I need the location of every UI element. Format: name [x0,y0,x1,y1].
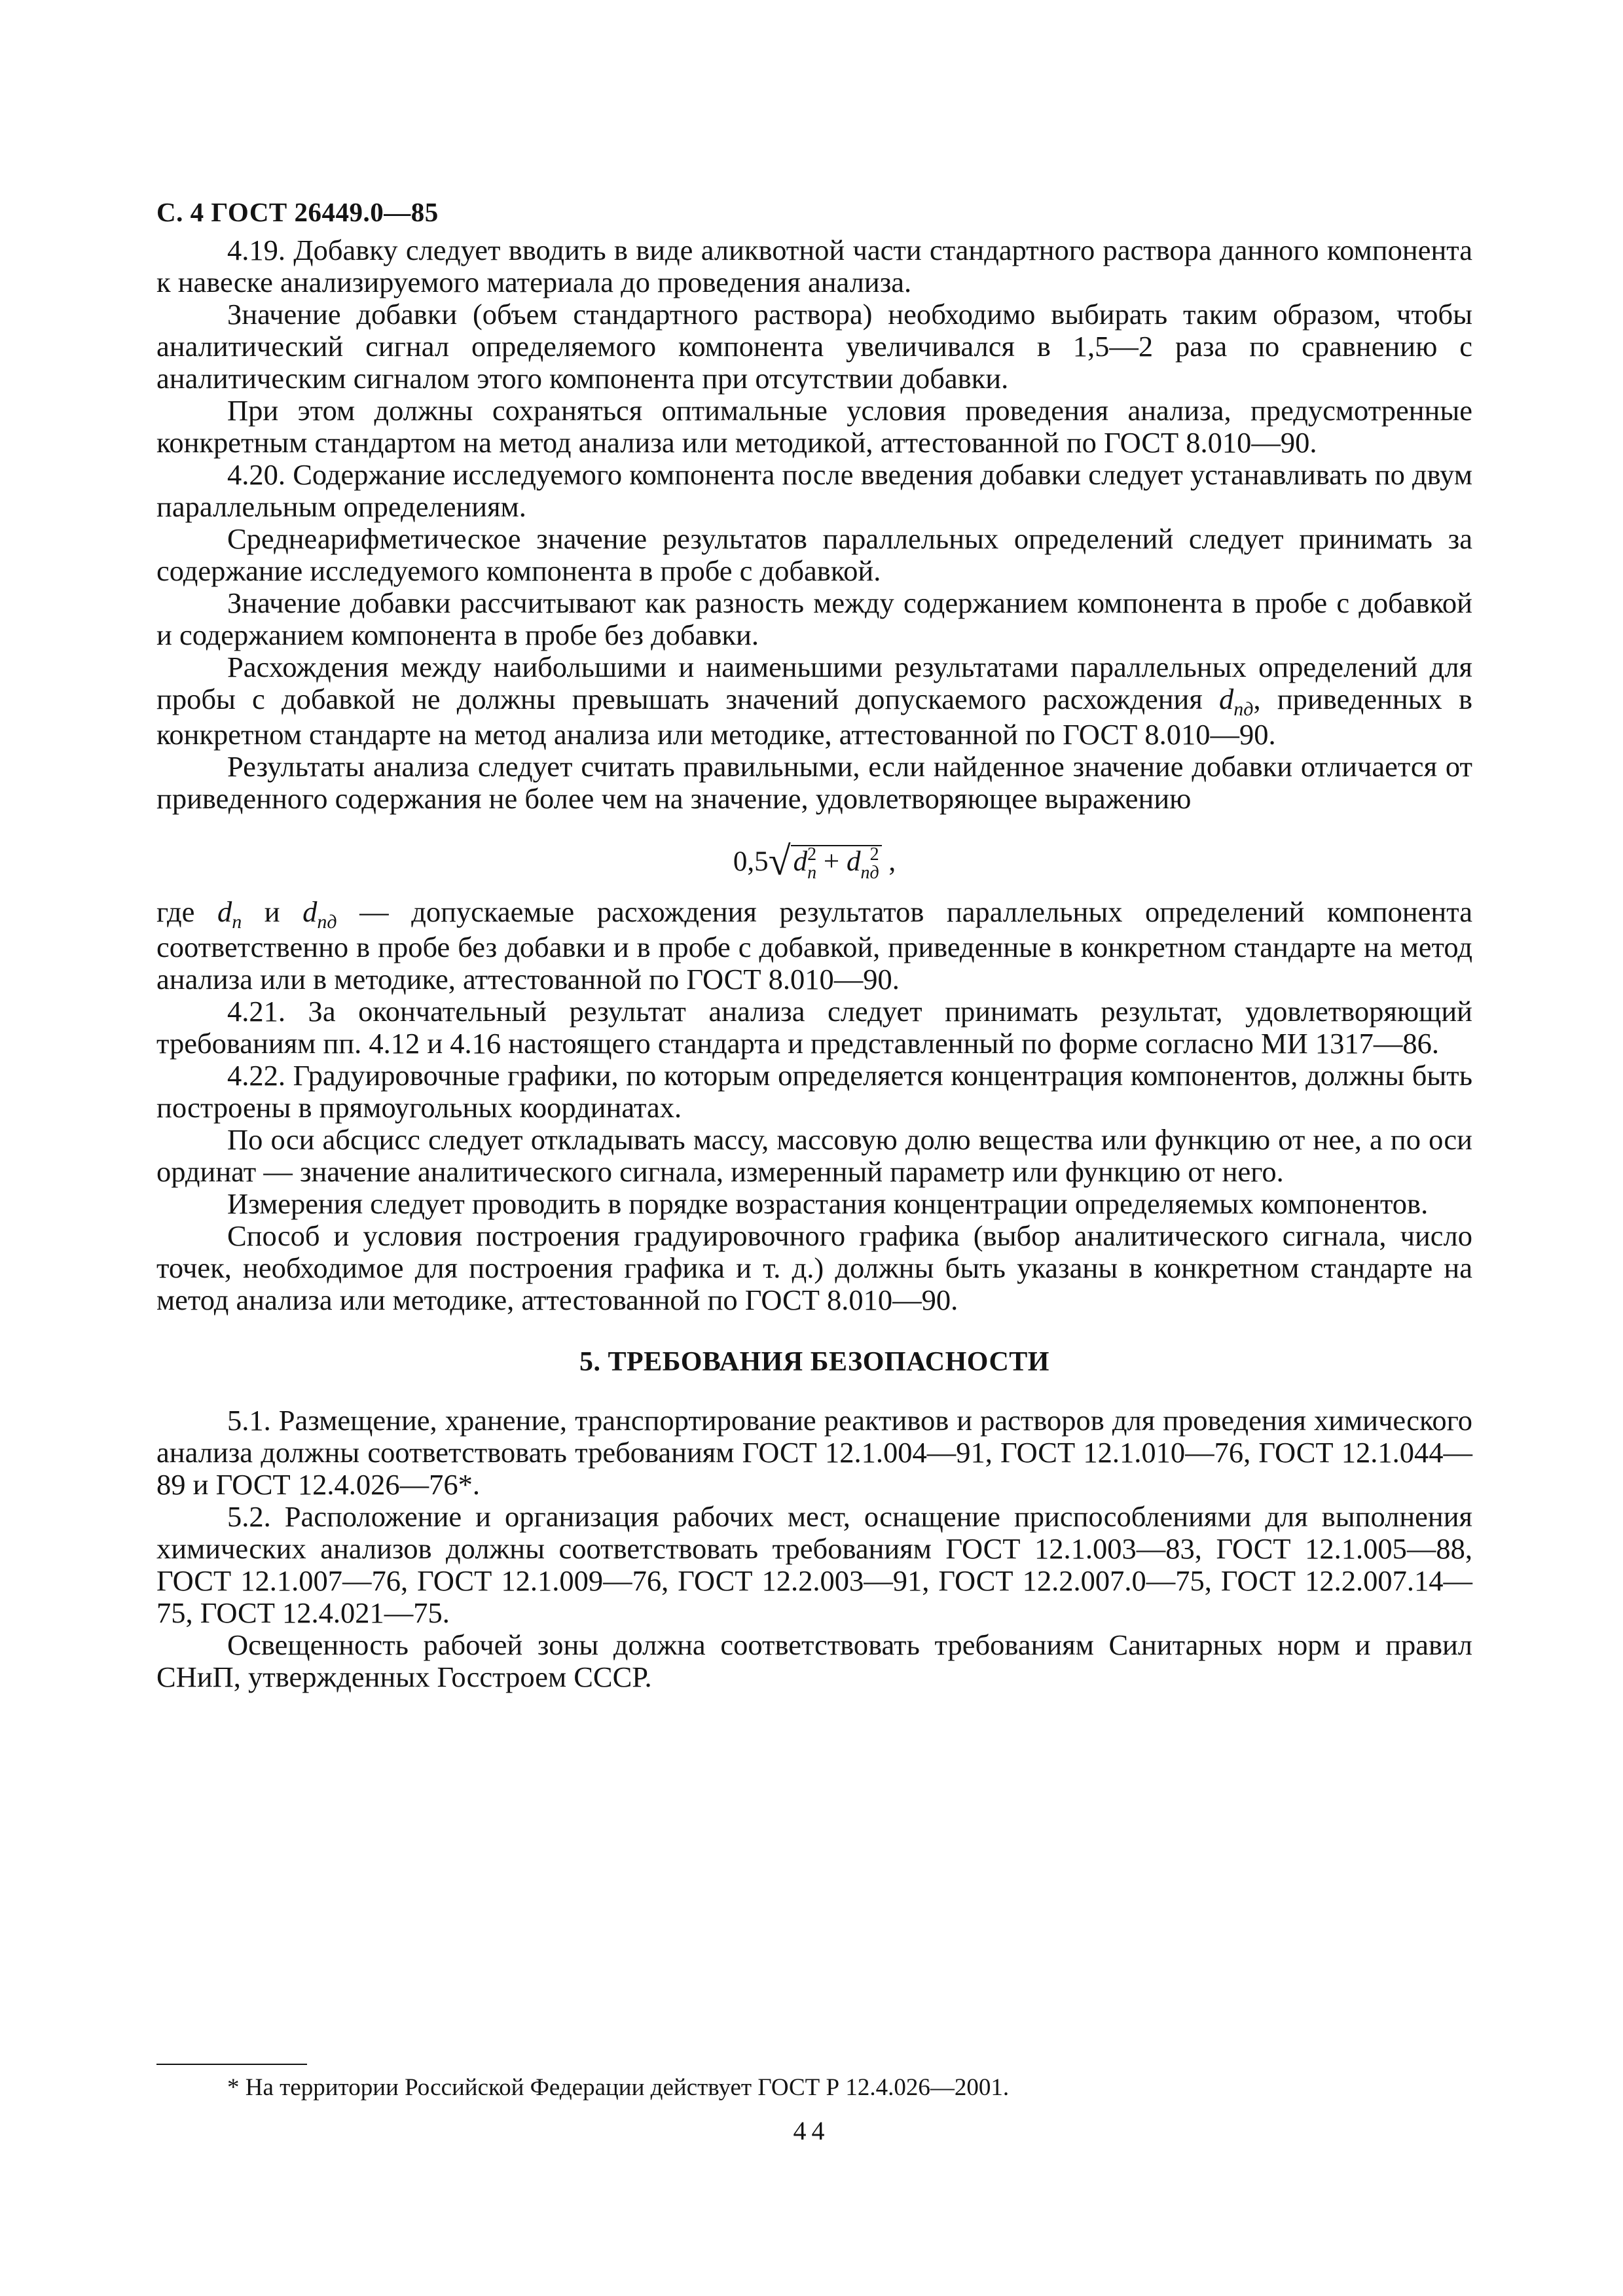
formula-plus: + [823,846,840,877]
formula-coefficient: 0,5 [733,846,769,877]
formula-sup-2: 2 [869,844,879,865]
paragraph: Способ и условия построения градуировочного графика (выбор аналитического сигнала, число точек, необходимое для построения графика и т. д.) должны быть указаны в конкретном стандарте на метод анализа или методике, аттестованной по ГОСТ 8.010—90. [156,1219,1472,1316]
formula-sub-p: п [807,863,817,883]
footnote: * На территории Российской Федерации действует ГОСТ Р 12.4.026—2001. [227,2074,1010,2101]
formula [156,829,1472,886]
var-d: d [217,895,232,928]
paragraph-results: Результаты анализа следует считать правильными, если найденное значение добавки отличается от приведенного содержания не более чем на значение, удовлетворяющее выражению [156,750,1472,815]
paragraph: Значение добавки (объем стандартного раствора) необходимо выбирать таким образом, чтобы аналитический сигнал определяемого компонента увеличивался в 1,5—2 раза по сравнению с аналитическим сигналом этого компонента при отсутствии добавки. [156,298,1472,395]
text-span: , приведенных в конкретном стандарте на метод анализа или методике, аттестованной по ГОСТ 8.010—90. [156,683,1472,751]
paragraph: Значение добавки рассчитывают как разность между содержанием компонента в пробе с добавкой и содержанием компонента в пробе без добавки. [156,586,1472,651]
formula-comma: , [888,846,896,877]
paragraph-5-2: 5.2. Расположение и организация рабочих мест, оснащение приспособлениями для выполнения химических анализов должны соответствовать требованиям ГОСТ 12.1.003—83, ГОСТ 12.1.005—88, ГОСТ 12.1.007—76, ГОСТ 12.1.009—76, ГОСТ 12.2.003—91, ГОСТ 12.2.007.0—75, ГОСТ 12.2.007.14—75, ГОСТ 12.4.021—75. [156,1500,1472,1629]
footnote-divider [156,2064,307,2065]
paragraph-4-20: 4.20. Содержание исследуемого компонента после введения добавки следует устанавливать по двум параллельным определениям. [156,458,1472,523]
var-d: d [1219,683,1234,715]
var-d: d [302,895,318,928]
formula-var-d: d [846,846,861,877]
paragraph: Освещенность рабочей зоны должна соответствовать требованиям Санитарных норм и правил СНиП, утвержденных Госстроем СССР. [156,1628,1472,1693]
formula-sup-2: 2 [807,844,817,865]
paragraph-5-1: 5.1. Размещение, хранение, транспортирование реактивов и растворов для проведения химического анализа должны соответствовать требованиям ГОСТ 12.1.004—91, ГОСТ 12.1.010—76, ГОСТ 12.1.044—89 и ГОСТ 12.4.026—76*. [156,1404,1472,1501]
paragraph: Среднеарифметическое значение результатов параллельных определений следует принимать за содержание исследуемого компонента в пробе с добавкой. [156,522,1472,587]
paragraph: При этом должны сохраняться оптимальные условия проведения анализа, предусмотренные конкретным стандартом на метод анализа или методикой, аттестованной по ГОСТ 8.010—90. [156,394,1472,459]
paragraph: Измерения следует проводить в порядке возрастания концентрации определяемых компонентов. [227,1187,1429,1220]
formula-sub-pd: пд [860,863,879,883]
formula-var-d: d [793,846,808,877]
subscript-p: п [232,911,242,933]
text-span: Расхождения между наибольшими и наименьшими результатами параллельных определений для пробы с добавкой не должны превышать значений допускаемого расхождения [156,651,1472,715]
paragraph-4-21: 4.21. За окончательный результат анализа следует принимать результат, удовлетворяющий требованиям пп. 4.12 и 4.16 настоящего стандарта и представленный по форме согласно МИ 1317—86. [156,995,1472,1060]
subscript-pd: пд [317,911,337,933]
text-span: где [156,895,217,928]
paragraph-4-22: 4.22. Градуировочные графики, по которым определяется концентрация компонентов, должны быть построены в прямоугольных координатах. [156,1059,1472,1124]
sqrt-sign: √ [768,839,791,884]
paragraph-dpd [156,651,1472,751]
paragraph-4-19: 4.19. Добавку следует вводить в виде аликвотной части стандартного раствора данного компонента к навеске анализируемого материала до проведения анализа. [156,234,1472,298]
formula-radicand [791,844,882,883]
page-header: С. 4 ГОСТ 26449.0—85 [156,197,439,227]
text-span: и [242,895,303,928]
paragraph-where [156,896,1472,996]
section-title: 5. ТРЕБОВАНИЯ БЕЗОПАСНОСТИ [579,1347,1049,1377]
paragraph: По оси абсцисс следует откладывать массу, массовую долю вещества или функцию от нее, а по оси ординат — значение аналитического сигнала, измеренный параметр или функцию от него. [156,1123,1472,1188]
body-text [156,234,1472,1693]
text-span: — допускаемые расхождения результатов параллельных определений компонента соответственно в пробе без добавки и в пробе с добавкой, приведенные в конкретном стандарте на метод анализа или в методике, аттестованной по ГОСТ 8.010—90. [156,895,1472,996]
page-number: 44 [793,2116,830,2145]
subscript-pd: пд [1233,698,1254,720]
